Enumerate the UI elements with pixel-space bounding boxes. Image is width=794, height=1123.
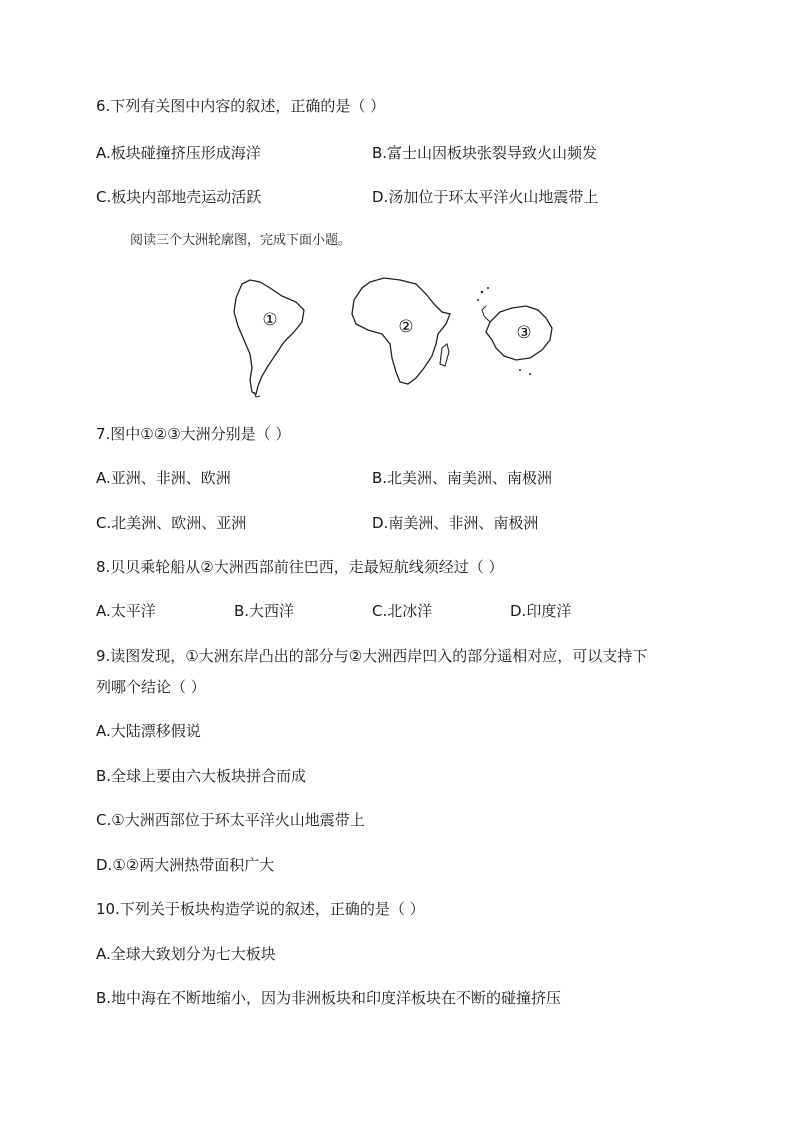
continents-outline-map: [220, 270, 570, 400]
q9-stem-line-1: 9.读图发现，①大洲东岸凸出的部分与②大洲西岸凹入的部分遥相对应，可以支持下: [96, 647, 648, 665]
q10-option-b: B.地中海在不断地缩小，因为非洲板块和印度洋板块在不断的碰撞挤压: [96, 989, 562, 1007]
q6-option-a: A.板块碰撞挤压形成海洋: [96, 144, 261, 162]
continent-label-1: ①: [262, 310, 278, 330]
q6-option-c: C.板块内部地壳运动活跃: [96, 188, 262, 206]
q9-option-d: D.①②两大洲热带面积广大: [96, 856, 275, 874]
q10-stem: 10.下列关于板块构造学说的叙述，正确的是（ ）: [96, 900, 425, 918]
q7-option-c: C.北美洲、欧洲、亚洲: [96, 514, 247, 532]
q9-stem-line-2: 列哪个结论（ ）: [96, 678, 206, 696]
q9-option-b: B.全球上要由六大板块拼合而成: [96, 767, 307, 785]
q8-option-b: B.大西洋: [234, 602, 295, 620]
q8-option-a: A.太平洋: [96, 602, 156, 620]
q8-stem: 8.贝贝乘轮船从②大洲西部前往巴西，走最短航线须经过（ ）: [96, 558, 504, 576]
q6-stem: 6.下列有关图中内容的叙述，正确的是（ ）: [96, 97, 386, 115]
q9-option-c: C.①大洲西部位于环太平洋火山地震带上: [96, 811, 365, 829]
continent-label-3: ③: [516, 323, 532, 343]
q8-option-d: D.印度洋: [510, 602, 572, 620]
continents-figure: [220, 270, 570, 400]
q7-option-d: D.南美洲、非洲、南极洲: [372, 514, 539, 532]
q6-option-b: B.富士山因板块张裂导致火山频发: [372, 144, 598, 162]
q9-option-a: A.大陆漂移假说: [96, 722, 201, 740]
continent-outline-1: [234, 280, 304, 394]
q7-option-b: B.北美洲、南美洲、南极洲: [372, 469, 553, 487]
q7-stem: 7.图中①②③大洲分别是（ ）: [96, 425, 291, 443]
q8-option-c: C.北冰洋: [372, 602, 433, 620]
continent-label-2: ②: [398, 317, 414, 337]
q6-option-d: D.汤加位于环太平洋火山地震带上: [372, 188, 599, 206]
q10-option-a: A.全球大致划分为七大板块: [96, 945, 276, 963]
reading-instruction: 阅读三个大洲轮廓图，完成下面小题。: [130, 233, 352, 248]
island-outline: [440, 344, 449, 366]
q7-option-a: A.亚洲、非洲、欧洲: [96, 469, 231, 487]
